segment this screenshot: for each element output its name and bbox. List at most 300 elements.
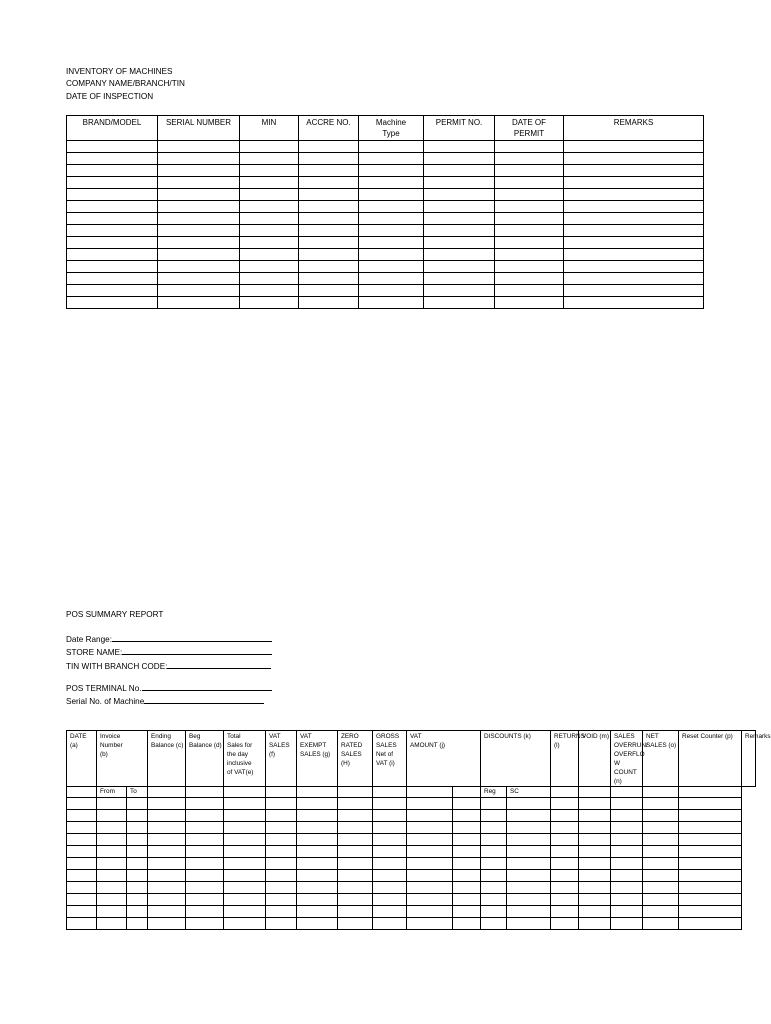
table-cell[interactable] <box>495 141 564 153</box>
table-cell[interactable] <box>240 213 299 225</box>
table-cell[interactable] <box>186 894 224 906</box>
table-cell[interactable] <box>551 906 579 918</box>
table-cell[interactable] <box>579 822 611 834</box>
table-cell[interactable] <box>481 918 507 930</box>
table-cell[interactable] <box>643 882 679 894</box>
table-cell[interactable] <box>424 261 495 273</box>
table-cell[interactable] <box>299 213 359 225</box>
table-cell[interactable] <box>424 285 495 297</box>
table-cell[interactable] <box>611 810 643 822</box>
table-cell[interactable] <box>299 165 359 177</box>
table-cell[interactable] <box>407 882 453 894</box>
table-cell[interactable] <box>495 297 564 309</box>
table-cell[interactable] <box>338 858 373 870</box>
table-cell[interactable] <box>67 297 158 309</box>
table-cell[interactable] <box>240 165 299 177</box>
table-cell[interactable] <box>97 882 127 894</box>
table-cell[interactable] <box>424 165 495 177</box>
table-cell[interactable] <box>299 273 359 285</box>
table-cell[interactable] <box>67 834 97 846</box>
table-cell[interactable] <box>266 798 297 810</box>
table-cell[interactable] <box>579 846 611 858</box>
table-cell[interactable] <box>481 846 507 858</box>
table-cell[interactable] <box>564 141 704 153</box>
table-cell[interactable] <box>611 906 643 918</box>
table-cell[interactable] <box>266 810 297 822</box>
table-cell[interactable] <box>67 213 158 225</box>
table-cell[interactable] <box>564 177 704 189</box>
table-cell[interactable] <box>424 189 495 201</box>
table-cell[interactable] <box>224 894 266 906</box>
table-cell[interactable] <box>407 858 453 870</box>
table-cell[interactable] <box>67 249 158 261</box>
table-cell[interactable] <box>453 870 481 882</box>
table-cell[interactable] <box>148 894 186 906</box>
table-cell[interactable] <box>266 894 297 906</box>
table-cell[interactable] <box>338 918 373 930</box>
table-cell[interactable] <box>643 822 679 834</box>
table-cell[interactable] <box>299 297 359 309</box>
table-cell[interactable] <box>224 846 266 858</box>
table-cell[interactable] <box>407 846 453 858</box>
table-cell[interactable] <box>297 810 338 822</box>
table-cell[interactable] <box>495 213 564 225</box>
table-cell[interactable] <box>127 810 148 822</box>
table-cell[interactable] <box>579 906 611 918</box>
table-cell[interactable] <box>551 918 579 930</box>
table-cell[interactable] <box>67 165 158 177</box>
table-cell[interactable] <box>643 858 679 870</box>
table-cell[interactable] <box>579 810 611 822</box>
table-cell[interactable] <box>297 894 338 906</box>
table-cell[interactable] <box>224 810 266 822</box>
table-cell[interactable] <box>424 273 495 285</box>
table-cell[interactable] <box>148 846 186 858</box>
table-cell[interactable] <box>158 225 240 237</box>
table-cell[interactable] <box>407 906 453 918</box>
table-cell[interactable] <box>67 273 158 285</box>
table-cell[interactable] <box>148 822 186 834</box>
table-cell[interactable] <box>158 237 240 249</box>
table-cell[interactable] <box>611 882 643 894</box>
table-cell[interactable] <box>186 822 224 834</box>
table-cell[interactable] <box>424 297 495 309</box>
table-cell[interactable] <box>579 834 611 846</box>
table-cell[interactable] <box>481 834 507 846</box>
table-cell[interactable] <box>481 906 507 918</box>
table-cell[interactable] <box>97 846 127 858</box>
table-cell[interactable] <box>679 858 742 870</box>
table-cell[interactable] <box>299 201 359 213</box>
table-cell[interactable] <box>407 870 453 882</box>
table-cell[interactable] <box>579 894 611 906</box>
table-cell[interactable] <box>240 261 299 273</box>
table-cell[interactable] <box>359 189 424 201</box>
table-cell[interactable] <box>240 285 299 297</box>
table-cell[interactable] <box>297 846 338 858</box>
table-cell[interactable] <box>495 237 564 249</box>
table-cell[interactable] <box>359 261 424 273</box>
table-cell[interactable] <box>424 153 495 165</box>
table-cell[interactable] <box>679 870 742 882</box>
table-cell[interactable] <box>564 153 704 165</box>
table-cell[interactable] <box>679 882 742 894</box>
table-cell[interactable] <box>266 918 297 930</box>
table-cell[interactable] <box>67 870 97 882</box>
table-cell[interactable] <box>453 846 481 858</box>
table-cell[interactable] <box>186 906 224 918</box>
table-cell[interactable] <box>643 918 679 930</box>
table-cell[interactable] <box>564 249 704 261</box>
table-cell[interactable] <box>97 894 127 906</box>
table-cell[interactable] <box>338 798 373 810</box>
table-cell[interactable] <box>224 882 266 894</box>
table-cell[interactable] <box>297 858 338 870</box>
table-cell[interactable] <box>224 798 266 810</box>
table-cell[interactable] <box>266 834 297 846</box>
table-cell[interactable] <box>373 870 407 882</box>
table-cell[interactable] <box>67 189 158 201</box>
table-cell[interactable] <box>97 918 127 930</box>
table-cell[interactable] <box>643 810 679 822</box>
table-cell[interactable] <box>67 810 97 822</box>
table-cell[interactable] <box>266 846 297 858</box>
table-cell[interactable] <box>359 273 424 285</box>
table-cell[interactable] <box>407 822 453 834</box>
table-cell[interactable] <box>266 870 297 882</box>
table-cell[interactable] <box>453 906 481 918</box>
table-cell[interactable] <box>127 834 148 846</box>
terminal-blank[interactable] <box>142 682 272 691</box>
table-cell[interactable] <box>158 141 240 153</box>
table-cell[interactable] <box>158 201 240 213</box>
table-cell[interactable] <box>338 846 373 858</box>
table-cell[interactable] <box>266 858 297 870</box>
table-cell[interactable] <box>67 918 97 930</box>
store-name-field[interactable] <box>66 646 272 659</box>
date-range-blank[interactable] <box>112 633 272 642</box>
table-cell[interactable] <box>297 822 338 834</box>
table-cell[interactable] <box>373 882 407 894</box>
table-cell[interactable] <box>424 201 495 213</box>
table-cell[interactable] <box>338 882 373 894</box>
table-cell[interactable] <box>359 153 424 165</box>
table-cell[interactable] <box>424 249 495 261</box>
table-cell[interactable] <box>679 822 742 834</box>
table-cell[interactable] <box>373 810 407 822</box>
table-cell[interactable] <box>679 918 742 930</box>
table-cell[interactable] <box>564 213 704 225</box>
table-cell[interactable] <box>67 846 97 858</box>
table-cell[interactable] <box>407 918 453 930</box>
table-cell[interactable] <box>338 822 373 834</box>
table-cell[interactable] <box>158 249 240 261</box>
table-cell[interactable] <box>424 237 495 249</box>
table-cell[interactable] <box>158 273 240 285</box>
table-cell[interactable] <box>564 165 704 177</box>
table-cell[interactable] <box>67 798 97 810</box>
table-cell[interactable] <box>481 798 507 810</box>
table-cell[interactable] <box>407 834 453 846</box>
table-cell[interactable] <box>186 870 224 882</box>
table-cell[interactable] <box>338 894 373 906</box>
table-cell[interactable] <box>611 846 643 858</box>
table-cell[interactable] <box>495 273 564 285</box>
table-cell[interactable] <box>359 237 424 249</box>
table-cell[interactable] <box>507 834 551 846</box>
table-cell[interactable] <box>299 177 359 189</box>
table-cell[interactable] <box>611 858 643 870</box>
table-cell[interactable] <box>564 297 704 309</box>
terminal-field[interactable] <box>66 682 272 695</box>
table-cell[interactable] <box>643 798 679 810</box>
serial-blank[interactable] <box>144 695 264 704</box>
table-cell[interactable] <box>643 834 679 846</box>
table-cell[interactable] <box>240 153 299 165</box>
table-cell[interactable] <box>224 870 266 882</box>
table-cell[interactable] <box>453 822 481 834</box>
table-cell[interactable] <box>373 918 407 930</box>
table-cell[interactable] <box>240 237 299 249</box>
table-cell[interactable] <box>495 165 564 177</box>
table-cell[interactable] <box>551 870 579 882</box>
table-cell[interactable] <box>127 858 148 870</box>
table-cell[interactable] <box>551 822 579 834</box>
table-cell[interactable] <box>148 810 186 822</box>
table-cell[interactable] <box>643 870 679 882</box>
table-cell[interactable] <box>67 225 158 237</box>
table-cell[interactable] <box>373 906 407 918</box>
table-cell[interactable] <box>579 918 611 930</box>
table-cell[interactable] <box>266 906 297 918</box>
table-cell[interactable] <box>224 822 266 834</box>
table-cell[interactable] <box>551 810 579 822</box>
table-cell[interactable] <box>186 858 224 870</box>
table-cell[interactable] <box>186 918 224 930</box>
tin-field[interactable] <box>66 660 272 673</box>
table-cell[interactable] <box>67 237 158 249</box>
table-cell[interactable] <box>186 846 224 858</box>
table-cell[interactable] <box>453 798 481 810</box>
table-cell[interactable] <box>495 249 564 261</box>
table-cell[interactable] <box>481 858 507 870</box>
table-cell[interactable] <box>611 834 643 846</box>
table-cell[interactable] <box>127 798 148 810</box>
table-cell[interactable] <box>67 822 97 834</box>
table-cell[interactable] <box>507 882 551 894</box>
table-cell[interactable] <box>481 822 507 834</box>
table-cell[interactable] <box>297 906 338 918</box>
table-cell[interactable] <box>611 918 643 930</box>
table-cell[interactable] <box>158 285 240 297</box>
table-cell[interactable] <box>266 822 297 834</box>
table-cell[interactable] <box>127 846 148 858</box>
table-cell[interactable] <box>495 285 564 297</box>
table-cell[interactable] <box>186 834 224 846</box>
table-cell[interactable] <box>299 225 359 237</box>
table-cell[interactable] <box>495 225 564 237</box>
tin-blank[interactable] <box>167 660 271 669</box>
table-cell[interactable] <box>507 822 551 834</box>
table-cell[interactable] <box>67 894 97 906</box>
table-cell[interactable] <box>564 189 704 201</box>
table-cell[interactable] <box>127 822 148 834</box>
table-cell[interactable] <box>611 894 643 906</box>
table-cell[interactable] <box>97 858 127 870</box>
table-cell[interactable] <box>299 153 359 165</box>
table-cell[interactable] <box>481 894 507 906</box>
table-cell[interactable] <box>67 285 158 297</box>
table-cell[interactable] <box>97 810 127 822</box>
table-cell[interactable] <box>551 798 579 810</box>
table-cell[interactable] <box>67 906 97 918</box>
table-cell[interactable] <box>579 858 611 870</box>
table-cell[interactable] <box>507 798 551 810</box>
table-cell[interactable] <box>148 798 186 810</box>
table-cell[interactable] <box>240 273 299 285</box>
table-cell[interactable] <box>148 870 186 882</box>
table-cell[interactable] <box>359 165 424 177</box>
table-cell[interactable] <box>297 798 338 810</box>
table-cell[interactable] <box>240 201 299 213</box>
serial-field[interactable] <box>66 695 272 708</box>
table-cell[interactable] <box>240 225 299 237</box>
table-cell[interactable] <box>158 297 240 309</box>
table-cell[interactable] <box>67 201 158 213</box>
table-cell[interactable] <box>551 882 579 894</box>
table-cell[interactable] <box>495 153 564 165</box>
table-cell[interactable] <box>186 798 224 810</box>
table-cell[interactable] <box>373 894 407 906</box>
table-cell[interactable] <box>407 798 453 810</box>
table-cell[interactable] <box>240 249 299 261</box>
table-cell[interactable] <box>299 189 359 201</box>
table-cell[interactable] <box>266 882 297 894</box>
table-cell[interactable] <box>127 918 148 930</box>
table-cell[interactable] <box>507 906 551 918</box>
table-cell[interactable] <box>507 894 551 906</box>
table-cell[interactable] <box>611 822 643 834</box>
table-cell[interactable] <box>97 906 127 918</box>
table-cell[interactable] <box>495 177 564 189</box>
table-cell[interactable] <box>97 870 127 882</box>
table-cell[interactable] <box>495 189 564 201</box>
table-cell[interactable] <box>224 858 266 870</box>
table-cell[interactable] <box>67 261 158 273</box>
table-cell[interactable] <box>127 906 148 918</box>
table-cell[interactable] <box>224 918 266 930</box>
table-cell[interactable] <box>481 810 507 822</box>
table-cell[interactable] <box>453 882 481 894</box>
table-cell[interactable] <box>224 834 266 846</box>
table-cell[interactable] <box>67 153 158 165</box>
table-cell[interactable] <box>224 906 266 918</box>
table-cell[interactable] <box>158 189 240 201</box>
table-cell[interactable] <box>338 906 373 918</box>
table-cell[interactable] <box>148 834 186 846</box>
table-cell[interactable] <box>240 189 299 201</box>
table-cell[interactable] <box>507 846 551 858</box>
table-cell[interactable] <box>453 834 481 846</box>
table-cell[interactable] <box>679 810 742 822</box>
table-cell[interactable] <box>611 870 643 882</box>
table-cell[interactable] <box>579 798 611 810</box>
table-cell[interactable] <box>299 285 359 297</box>
table-cell[interactable] <box>424 177 495 189</box>
table-cell[interactable] <box>551 894 579 906</box>
table-cell[interactable] <box>97 834 127 846</box>
table-cell[interactable] <box>679 906 742 918</box>
table-cell[interactable] <box>564 273 704 285</box>
table-cell[interactable] <box>373 858 407 870</box>
table-cell[interactable] <box>67 882 97 894</box>
store-name-blank[interactable] <box>122 646 272 655</box>
table-cell[interactable] <box>453 810 481 822</box>
table-cell[interactable] <box>564 201 704 213</box>
table-cell[interactable] <box>97 798 127 810</box>
table-cell[interactable] <box>551 858 579 870</box>
table-cell[interactable] <box>643 894 679 906</box>
table-cell[interactable] <box>507 810 551 822</box>
table-cell[interactable] <box>495 201 564 213</box>
table-cell[interactable] <box>299 141 359 153</box>
table-cell[interactable] <box>507 858 551 870</box>
table-cell[interactable] <box>643 906 679 918</box>
table-cell[interactable] <box>158 261 240 273</box>
table-cell[interactable] <box>679 834 742 846</box>
table-cell[interactable] <box>495 261 564 273</box>
table-cell[interactable] <box>424 141 495 153</box>
table-cell[interactable] <box>158 165 240 177</box>
table-cell[interactable] <box>579 882 611 894</box>
table-cell[interactable] <box>67 858 97 870</box>
table-cell[interactable] <box>297 834 338 846</box>
table-cell[interactable] <box>564 285 704 297</box>
table-cell[interactable] <box>297 870 338 882</box>
table-cell[interactable] <box>359 225 424 237</box>
table-cell[interactable] <box>424 225 495 237</box>
table-cell[interactable] <box>679 846 742 858</box>
table-cell[interactable] <box>148 918 186 930</box>
date-range-field[interactable] <box>66 633 272 646</box>
table-cell[interactable] <box>424 213 495 225</box>
table-cell[interactable] <box>373 822 407 834</box>
table-cell[interactable] <box>240 141 299 153</box>
table-cell[interactable] <box>158 213 240 225</box>
table-cell[interactable] <box>373 846 407 858</box>
table-cell[interactable] <box>551 846 579 858</box>
table-cell[interactable] <box>186 882 224 894</box>
table-cell[interactable] <box>359 213 424 225</box>
table-cell[interactable] <box>373 834 407 846</box>
table-cell[interactable] <box>148 858 186 870</box>
table-cell[interactable] <box>359 285 424 297</box>
table-cell[interactable] <box>407 894 453 906</box>
table-cell[interactable] <box>67 177 158 189</box>
table-cell[interactable] <box>297 882 338 894</box>
table-cell[interactable] <box>373 798 407 810</box>
table-cell[interactable] <box>579 870 611 882</box>
table-cell[interactable] <box>338 810 373 822</box>
table-cell[interactable] <box>127 882 148 894</box>
table-cell[interactable] <box>453 918 481 930</box>
table-cell[interactable] <box>611 798 643 810</box>
table-cell[interactable] <box>359 201 424 213</box>
table-cell[interactable] <box>359 177 424 189</box>
table-cell[interactable] <box>643 846 679 858</box>
table-cell[interactable] <box>679 798 742 810</box>
table-cell[interactable] <box>338 870 373 882</box>
